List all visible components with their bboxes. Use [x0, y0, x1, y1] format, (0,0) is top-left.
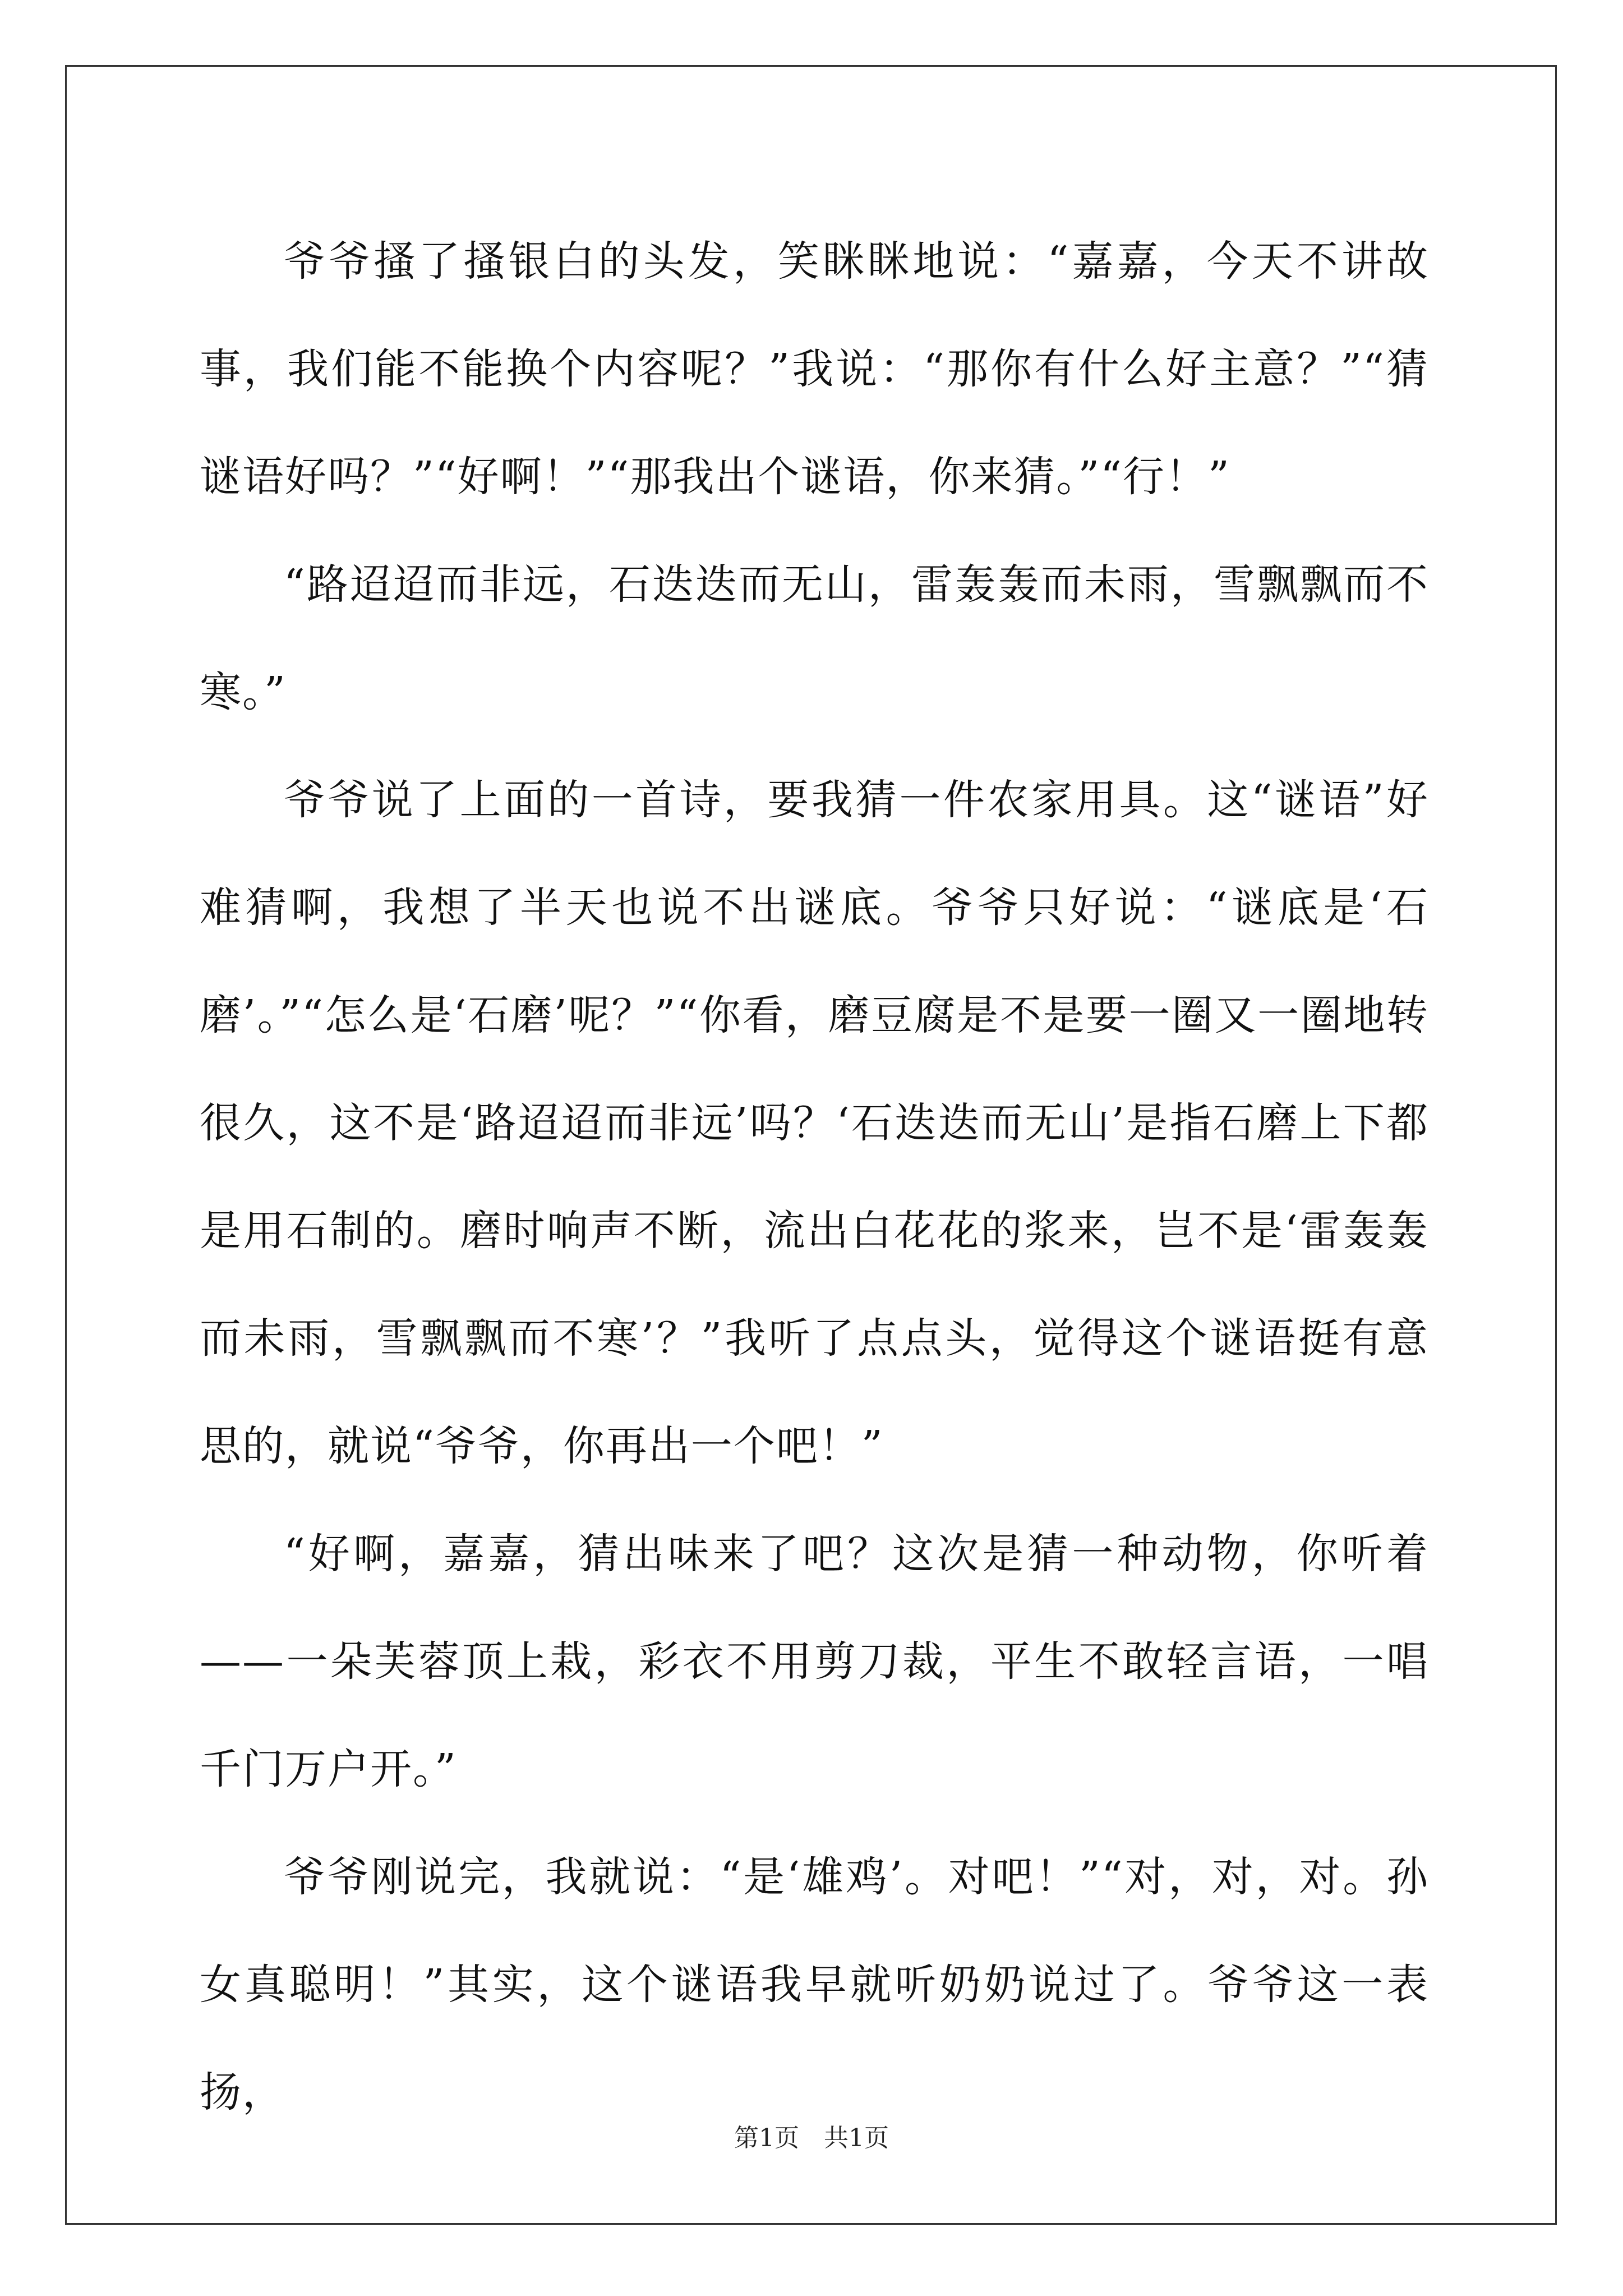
- paragraph-3: 爷爷说了上面的一首诗，要我猜一件农家用具。这“谜语”好难猜啊，我想了半天也说不出谜底。爷爷只好说：“谜底是‘石磨’。”“怎么是‘石磨’呢？”“你看，磨豆腐是不是要一圈又一圈地转很久，这不是‘路迢迢而非远’吗？‘石迭迭而无山’是指石磨上下都是用石制的。磨时响声不断，流出白花花的浆来，岂不是‘雷轰轰而未雨，雪飘飘而不寒’？”我听了点点头，觉得这个谜语挺有意思的，就说“爷爷，你再出一个吧！”: [200, 776, 1429, 1470]
- paragraph-2: “路迢迢而非远，石迭迭而无山，雷轰轰而未雨，雪飘飘而不寒。”: [200, 560, 1429, 716]
- paragraph-4: “好啊，嘉嘉，猜出味来了吧？这次是猜一种动物，你听着——一朵芙蓉顶上栽，彩衣不用剪刀裁，平生不敢轻言语，一唱千门万户开。”: [200, 1530, 1429, 1793]
- page-number-footer: 第1页 共1页: [734, 2124, 889, 2152]
- paragraph-1: 爷爷搔了搔银白的头发，笑眯眯地说：“嘉嘉，今天不讲故事，我们能不能换个内容呢？”我说：“那你有什么好主意？”“猜谜语好吗？”“好啊！”“那我出个谜语，你来猜。”“行！”: [200, 237, 1429, 501]
- paragraph-5: 爷爷刚说完，我就说：“是‘雄鸡’。对吧！”“对，对，对。孙女真聪明！”其实，这个谜语我早就听奶奶说过了。爷爷这一表扬，: [200, 1853, 1429, 2116]
- document-body: [200, 208, 1429, 2146]
